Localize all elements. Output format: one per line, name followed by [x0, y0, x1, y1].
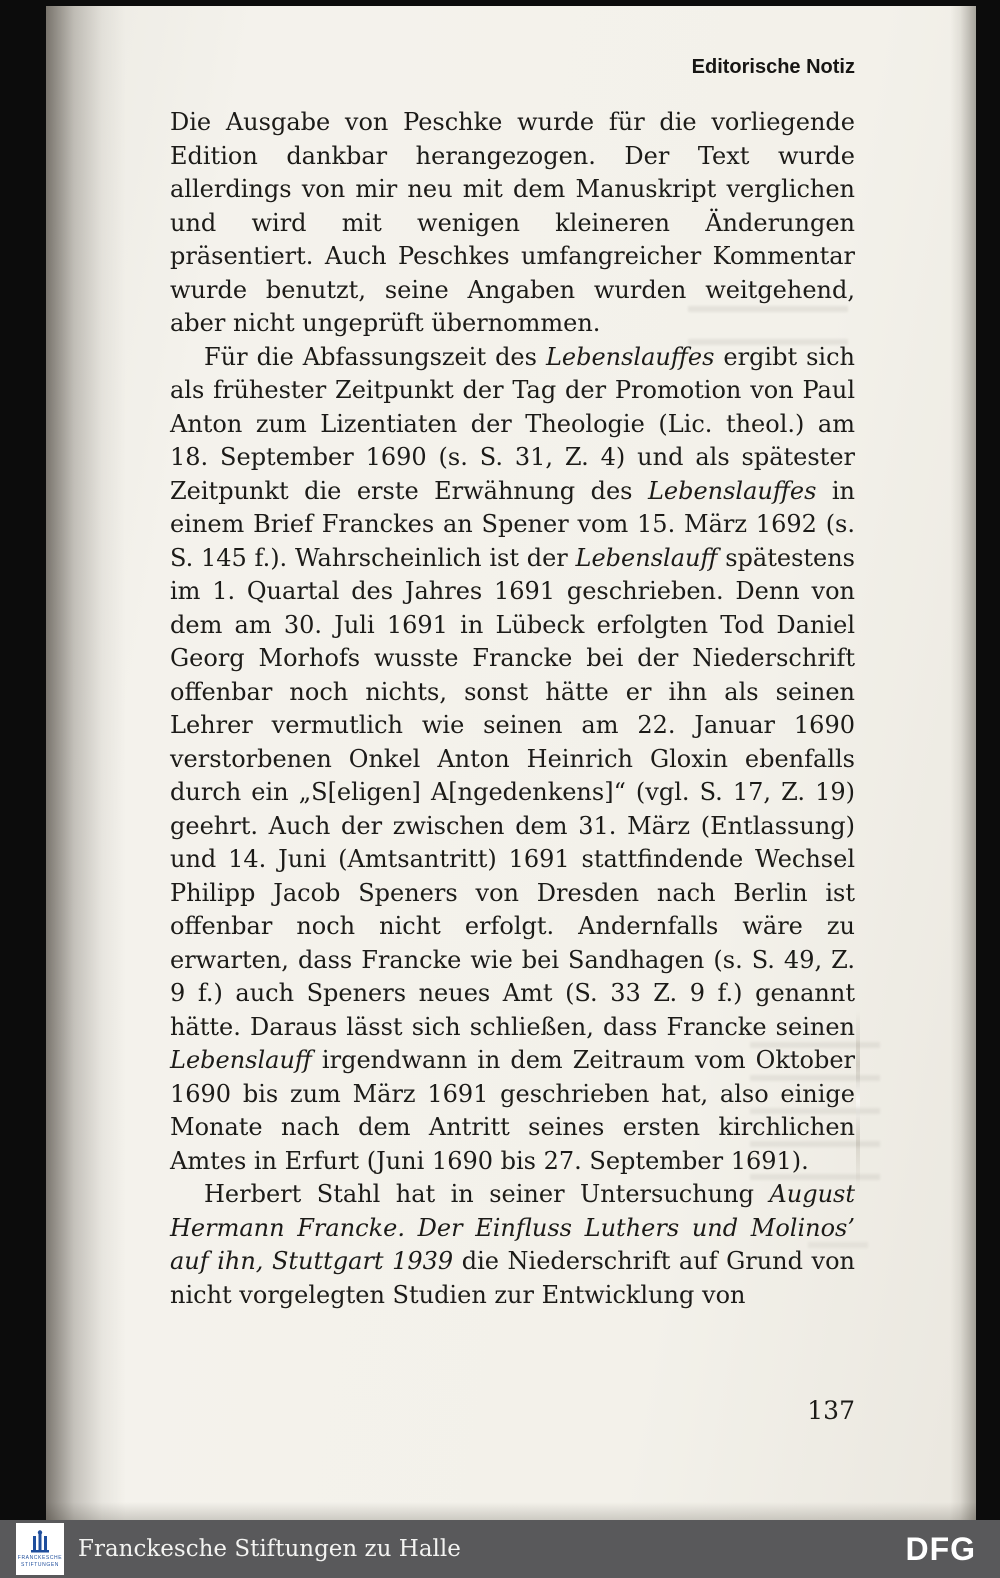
running-header: Editorische Notiz	[691, 56, 855, 78]
institution-label: Franckesche Stiftungen zu Halle	[78, 1536, 461, 1562]
franckesche-stiftungen-emblem-icon	[29, 1530, 51, 1554]
book-gutter-shadow	[46, 6, 126, 1520]
logo-caption-line2: STIFTUNGEN	[21, 1562, 59, 1568]
book-page	[46, 6, 976, 1520]
franckesche-stiftungen-logo	[16, 1523, 64, 1575]
paragraph: Herbert Stahl hat in seiner Untersuchung August Hermann Francke. Der Einfluss Luthers und Molinos’ auf ihn, Stuttgart 1939 die Niederschrift auf Grund von nicht vorgelegten Studien zur Entwicklung von	[170, 1180, 856, 1309]
paragraph: Die Ausgabe von Peschke wurde für die vorliegende Edition dankbar herangezogen. Der Text wurde allerdings von mir neu mit dem Manuskript verglichen und wird mit wenigen kleineren Änderungen präsentiert. Auch Peschkes umfangreicher Kommentar wurde benutzt, seine Angaben wurden weitgehend, aber nicht ungeprüft übernommen.	[170, 108, 855, 337]
dfg-logo: DFG	[905, 1530, 976, 1567]
page-number: 137	[807, 1396, 855, 1425]
digitization-footer-bar	[0, 1520, 1000, 1578]
paragraph: Für die Abfassungszeit des Lebenslauffes ergibt sich als frühester Zeitpunkt der Tag der Promotion von Paul Anton zum Lizentiaten der Theologie (Lic. theol.) am 18. September 1690 (s. S. 31, Z. 4) und als spätester Zeitpunkt die erste Erwähnung des Lebenslauffes in einem Brief Franckes an Spener vom 15. März 1692 (s. S. 145 f.). Wahrscheinlich ist der Lebenslauff spätestens im 1. Quartal des Jahres 1691 geschrieben. Denn von dem am 30. Juli 1691 in Lübeck erfolgten Tod Daniel Georg Morhofs wusste Francke bei der Niederschrift offenbar noch nichts, sonst hätte er ihn als seinen Lehrer vermutlich wie seinen am 22. Januar 1690 verstorbenen Onkel Anton Heinrich Gloxin ebenfalls durch ein „S[eligen] A[ngedenkens]“ (vgl. S. 17, Z. 19) geehrt. Auch der zwischen dem 31. März (Entlassung) und 14. Juni (Amtsantritt) 1691 stattfindende Wechsel Philipp Jacob Speners von Dresden nach Berlin ist offenbar noch nicht erfolgt. Andernfalls wäre zu erwarten, dass Francke wie bei Sandhagen (s. S. 49, Z. 9 f.) auch Speners neues Amt (S. 33 Z. 9 f.) genannt hätte. Daraus lässt sich schließen, dass Francke seinen Lebenslauff irgendwann in dem Zeitraum vom Oktober 1690 bis zum März 1691 geschrieben hat, also einige Monate nach dem Antritt seines ersten kirchlichen Amtes in Erfurt (Juni 1690 bis 27. September 1691).	[170, 342, 856, 1175]
logo-caption-line1: FRANCKESCHE	[17, 1555, 63, 1561]
body-text-column	[170, 106, 855, 1312]
page-right-edge-shadow	[950, 6, 976, 1520]
page-bottom-edge-shadow	[46, 1502, 976, 1520]
paper-crease	[856, 1011, 860, 1191]
